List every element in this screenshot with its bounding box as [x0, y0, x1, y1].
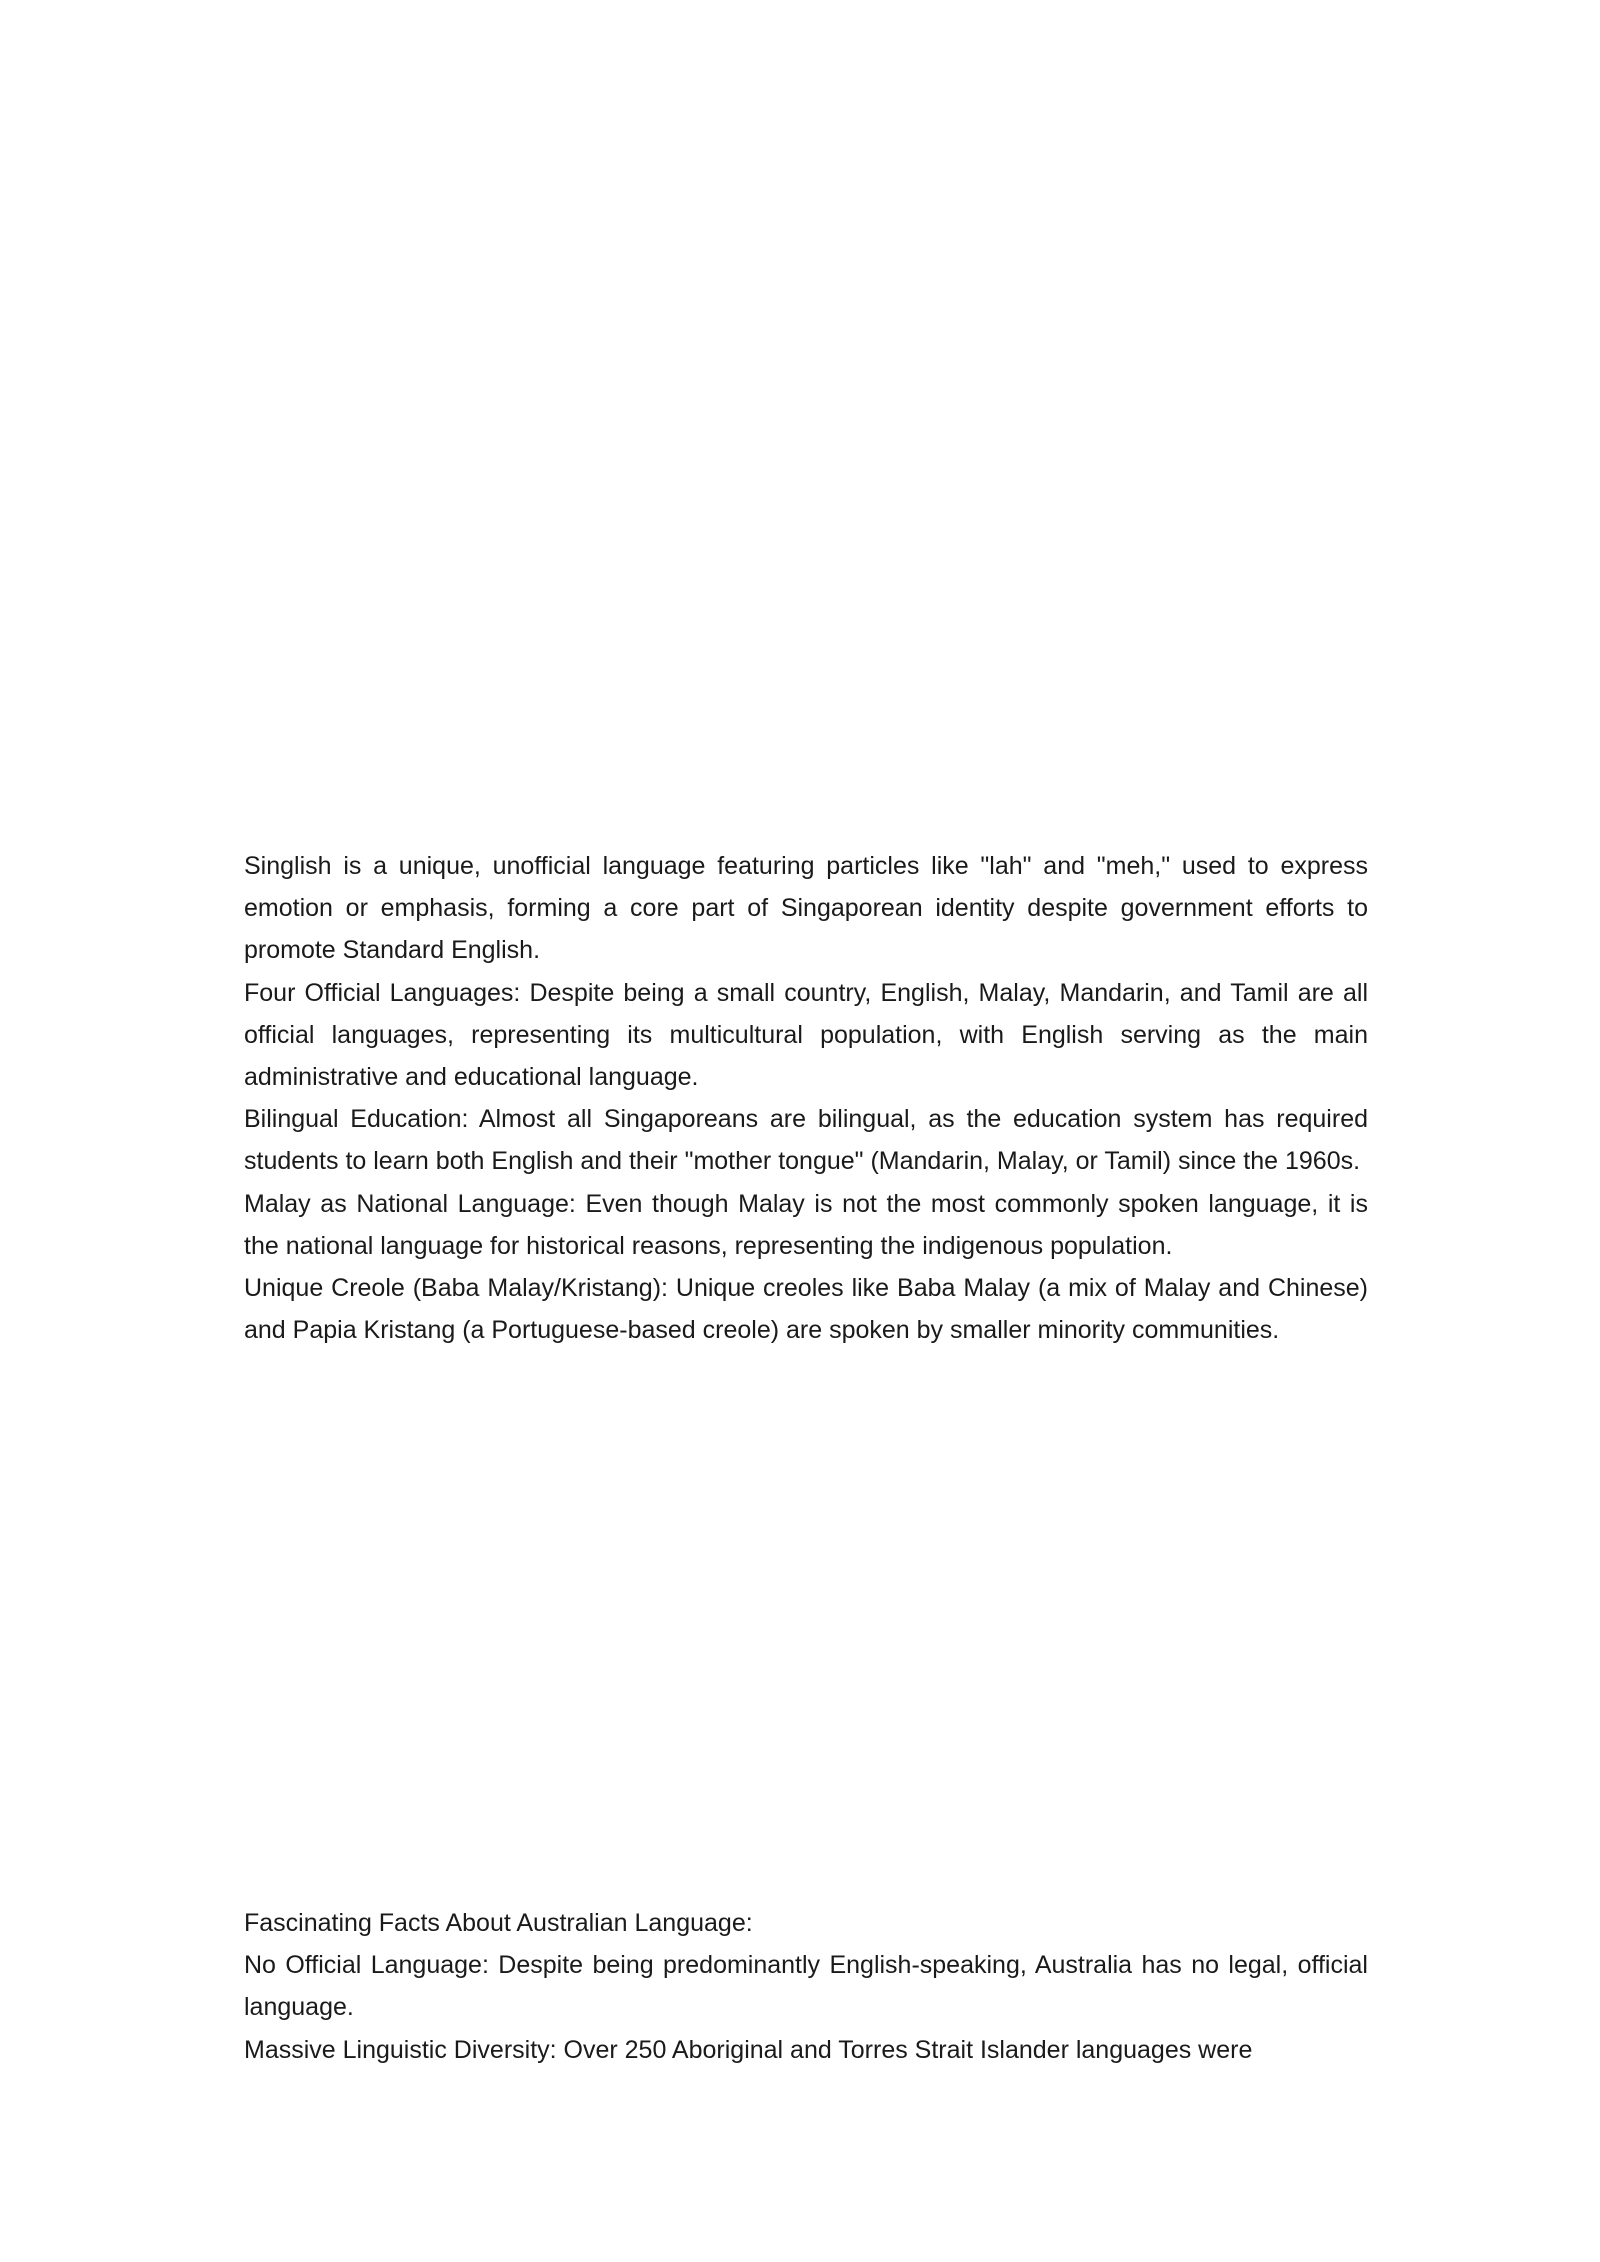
paragraph-malay-national-language: Malay as National Language: Even though Malay is not the most commonly spoken language, it is the national language for historical reasons, representing the indigenous population.: [244, 1189, 1368, 1260]
paragraph-no-official-language: No Official Language: Despite being predominantly English-speaking, Australia has no legal, official language.: [244, 1951, 1368, 2022]
paragraph-linguistic-diversity: Massive Linguistic Diversity: Over 250 Aboriginal and Torres Strait Islander languages were: [244, 2035, 1253, 2064]
paragraph-unique-creole: Unique Creole (Baba Malay/Kristang): Unique creoles like Baba Malay (a mix of Malay and Chinese) and Papia Kristang (a Portuguese-based creole) are spoken by smaller minority communities.: [244, 1274, 1368, 1345]
paragraph-four-official-languages: Four Official Languages: Despite being a small country, English, Malay, Mandarin, and Tamil are all official languages, representing its multicultural population, with English serving as the main administrative and educational language.: [244, 978, 1368, 1092]
australia-language-facts: [244, 1902, 1368, 2071]
paragraph-singlish: Singlish is a unique, unofficial language featuring particles like "lah" and "meh," used to express emotion or emphasis, forming a core part of Singaporean identity despite government efforts to promote Standard English.: [244, 852, 1368, 965]
section-heading: Fascinating Facts About Australian Language:: [244, 1909, 753, 1937]
paragraph-bilingual-education: Bilingual Education: Almost all Singaporeans are bilingual, as the education system has required students to learn both English and their "mother tongue" (Mandarin, Malay, or Tamil) since the 1960s.: [244, 1105, 1368, 1176]
singapore-language-facts: [244, 845, 1368, 1351]
